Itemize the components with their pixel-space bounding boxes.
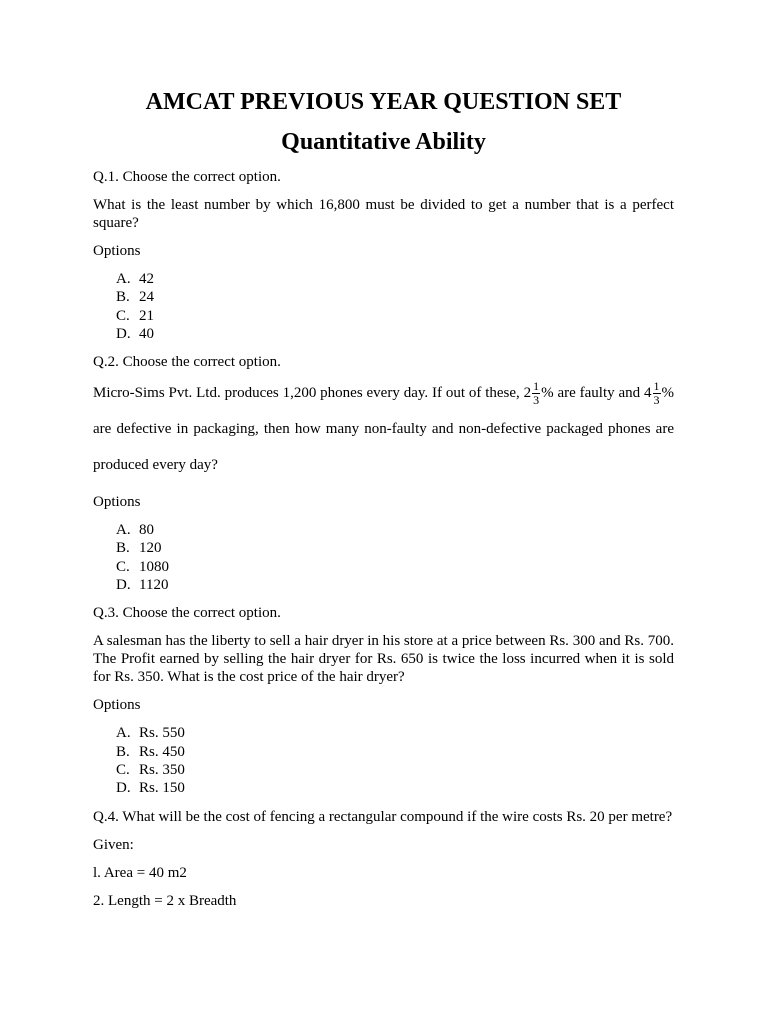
question-heading: Q.1. Choose the correct option. [93,169,281,185]
stem-part-3: % are defective in packaging, then how many non-faulty and non-defective packaged phones are produced every day? [93,385,675,474]
question-heading: Q.2. Choose the correct option. [93,354,281,371]
option-letter: D. [116,325,131,342]
option-letter: D. [116,780,131,797]
fraction-numerator: 1 [533,379,540,394]
option-item [116,307,674,325]
given-item: l. Area = 40 m2 [93,864,187,881]
fraction-denominator: 3 [533,393,540,408]
options-list [93,521,674,594]
option-letter: A. [116,725,131,742]
document-page [93,86,674,910]
option-item [116,539,674,557]
fraction-denominator: 3 [653,393,660,408]
option-text: 1120 [139,577,169,594]
question-3 [93,604,674,797]
options-label: Options [93,494,141,511]
option-text: 80 [139,522,154,539]
option-text: Rs. 450 [139,743,185,760]
question-stem: A salesman has the liberty to sell a hair dryer in his store at a price between Rs. 300 and Rs. 700. The Profit earned by selling the hair dryer for Rs. 650 is twice the loss incurred when it is sold for Rs. 350. What is the cost price of the hair dryer? [93,633,674,686]
question-stem [93,375,674,483]
options-label: Options [93,697,141,714]
option-text: 21 [139,307,154,324]
document-title: AMCAT PREVIOUS YEAR QUESTION SET [145,89,622,115]
option-text: 42 [139,271,154,287]
question-heading: Q.4. What will be the cost of fencing a rectangular compound if the wire costs Rs. 20 per metre? [93,808,673,825]
option-letter: A. [116,522,131,539]
question-2 [93,353,674,594]
option-letter: B. [116,289,130,306]
option-item [116,288,674,306]
option-text: 120 [139,540,162,557]
option-letter: B. [116,540,130,557]
option-letter: D. [116,577,131,594]
option-text: 1080 [139,558,169,575]
option-text: Rs. 350 [139,761,185,778]
given-item: 2. Length = 2 x Breadth [93,892,237,909]
option-item [116,779,674,797]
option-letter: A. [116,271,131,287]
option-letter: C. [116,307,130,324]
question-stem: What is the least number by which 16,800 must be divided to get a number that is a perfect square? [93,197,674,231]
option-item [116,576,674,594]
option-text: 40 [139,325,154,342]
mixed-fraction-2 [644,379,662,408]
options-label: Options [93,243,141,259]
option-item [116,724,674,742]
option-item [116,558,674,576]
option-item [116,743,674,761]
option-letter: C. [116,558,130,575]
fraction [653,380,661,407]
question-1 [93,168,674,343]
stem-part-2: % are faulty and [541,385,641,402]
option-item [116,325,674,343]
option-text: 24 [139,289,154,306]
fraction-whole: 4 [644,385,652,402]
stem-part-1: Micro-Sims Pvt. Ltd. produces 1,200 phones every day. If out of these, [93,385,520,402]
options-list [93,724,674,797]
document-subtitle: Quantitative Ability [281,129,486,155]
question-heading: Q.3. Choose the correct option. [93,605,281,622]
fraction-numerator: 1 [653,379,660,394]
option-text: Rs. 550 [139,725,185,742]
option-letter: B. [116,743,130,760]
option-text: Rs. 150 [139,780,185,797]
options-list [93,270,674,343]
mixed-fraction-1 [523,379,542,408]
option-item [116,270,674,288]
option-item [116,761,674,779]
given-label: Given: [93,836,134,853]
option-item [116,521,674,539]
fraction-whole: 2 [523,385,532,402]
fraction [532,380,540,407]
option-letter: C. [116,761,130,778]
question-4 [93,808,674,910]
